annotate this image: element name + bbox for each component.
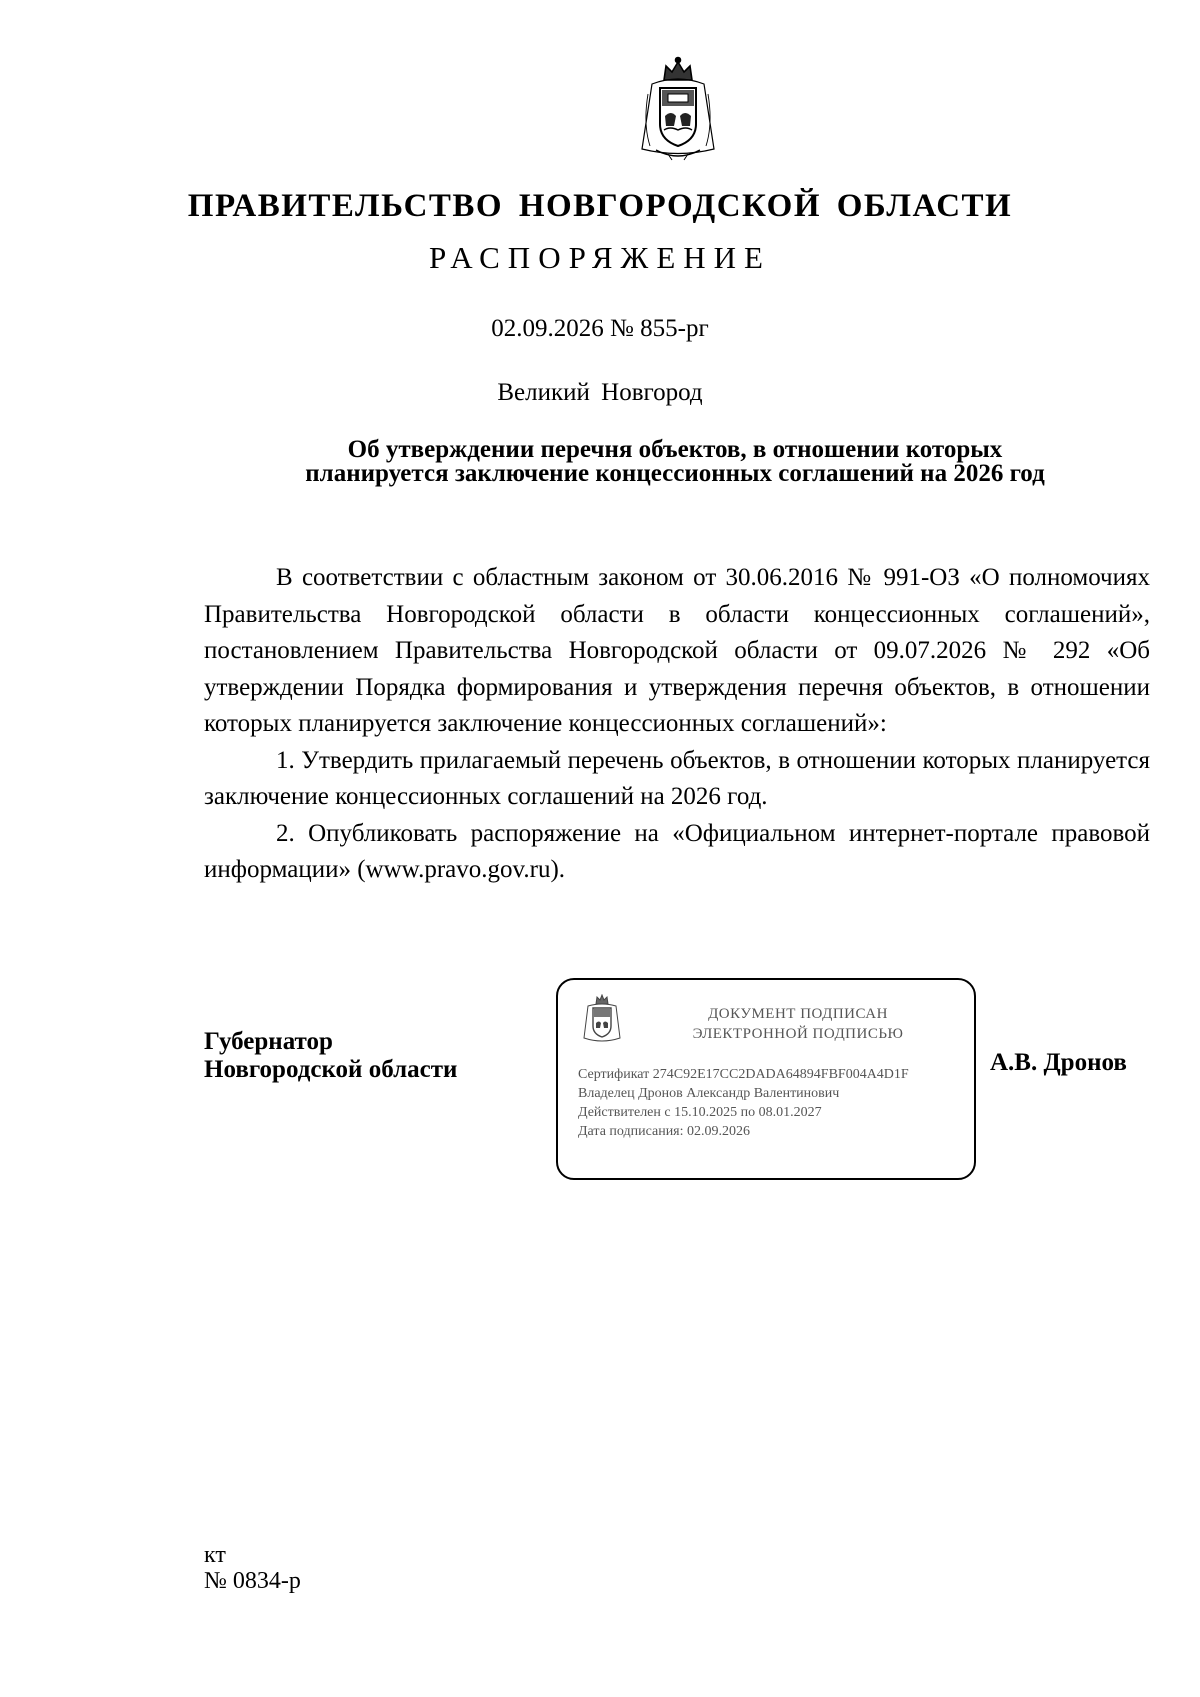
- stamp-heading-line-2: ЭЛЕКТРОННОЙ ПОДПИСЬЮ: [692, 1026, 904, 1042]
- subject-line-2: планируется заключение концессионных соглашений на 2026 год: [305, 460, 1045, 487]
- stamp-details: [578, 1065, 973, 1141]
- preamble-paragraph: В соответствии с областным законом от 30.06.2016 № 991-ОЗ «О полномочиях Правительства Новгородской области в области концессионных соглашений», постановлением Правительства Новгородской области от 09.07.2026 № 292 «Об утверждении Порядка формирования и утверждения перечня объектов, в отношении которых планируется заключение концессионных соглашений»:: [204, 564, 1150, 737]
- footer-registration: [204, 1542, 301, 1594]
- stamp-signing-date: Дата подписания: 02.09.2026: [578, 1124, 751, 1139]
- stamp-coat-of-arms-icon: [582, 994, 622, 1046]
- signer-title-line-2: Новгородской области: [204, 1056, 458, 1083]
- stamp-owner: Владелец Дронов Александр Валентинович: [578, 1086, 840, 1101]
- document-body: [204, 560, 1150, 889]
- stamp-certificate: Сертификат 274C92E17CC2DADA64894FBF004A4D1F: [578, 1067, 909, 1082]
- footer-initials: кт: [204, 1542, 226, 1568]
- item-1-paragraph: 1. Утвердить прилагаемый перечень объектов, в отношении которых планируется заключение концессионных соглашений на 2026 год.: [204, 746, 1150, 810]
- novgorod-coat-of-arms-icon: [638, 54, 718, 164]
- document-city: Великий Новгород: [497, 379, 703, 406]
- signer-title: [204, 1028, 457, 1084]
- stamp-heading: [638, 1004, 958, 1044]
- item-2-paragraph: 2. Опубликовать распоряжение на «Официальном интернет-портале правовой информации» (www.pravo.gov.ru).: [204, 819, 1150, 883]
- document-type: РАСПОРЯЖЕНИЕ: [429, 240, 771, 275]
- signer-name: А.В. Дронов: [990, 1049, 1127, 1076]
- electronic-signature-stamp: [556, 978, 976, 1180]
- document-date-number: 02.09.2026 № 855-рг: [491, 315, 709, 342]
- subject-line-1: Об утверждении перечня объектов, в отношении которых: [347, 436, 1003, 463]
- stamp-heading-line-1: ДОКУМЕНТ ПОДПИСАН: [708, 1006, 888, 1022]
- signer-title-line-1: Губернатор: [204, 1028, 333, 1055]
- document-subject: [200, 438, 1150, 486]
- stamp-validity: Действителен с 15.10.2025 по 08.01.2027: [578, 1105, 822, 1120]
- footer-code: № 0834-р: [204, 1568, 301, 1594]
- government-title: ПРАВИТЕЛЬСТВО НОВГОРОДСКОЙ ОБЛАСТИ: [187, 188, 1013, 224]
